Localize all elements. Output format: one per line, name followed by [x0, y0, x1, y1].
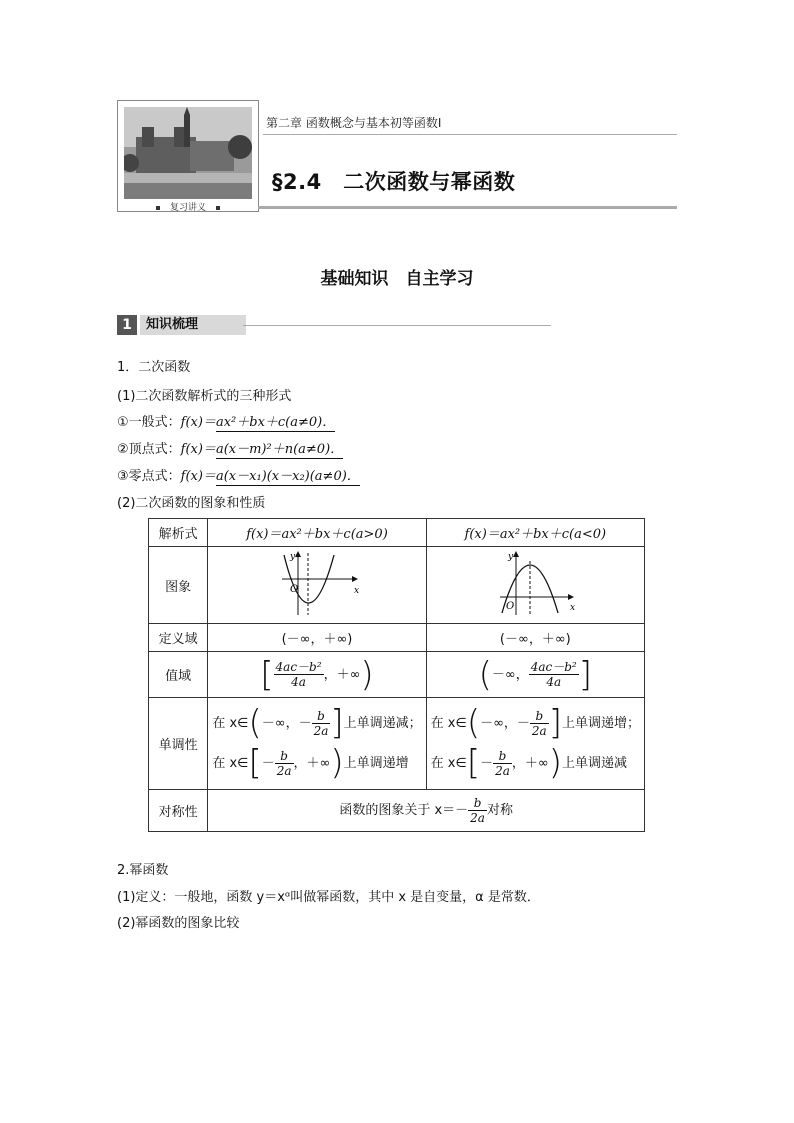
parabola-down-graph — [490, 549, 580, 617]
fraction-numerator: b — [493, 749, 512, 764]
interval-behavior: 上单调递减； — [343, 715, 422, 731]
formula-vertex — [117, 438, 343, 457]
interval-prefix: 在 x∈ — [430, 715, 467, 731]
right-bracket-glyph: ] — [330, 703, 344, 743]
section-title: §2.4 二次函数与幂函数 — [272, 170, 516, 194]
quadratic-properties-table — [148, 518, 645, 832]
bullet-icon — [216, 206, 220, 210]
table-header-cell: f(x)＝ax²＋bx＋c(a>0) — [208, 519, 426, 547]
monotonic-interval — [431, 704, 640, 744]
right-paren-glyph: ) — [548, 743, 562, 783]
fraction-denominator: 2a — [470, 811, 485, 825]
table-row — [149, 547, 645, 624]
fraction — [493, 749, 512, 778]
minus-sign: － — [261, 755, 275, 771]
domain-value: (－∞，＋∞) — [426, 624, 644, 652]
item-heading: 2.幂函数 — [117, 863, 169, 878]
fraction-numerator: b — [312, 709, 331, 724]
right-bracket-glyph: ] — [578, 654, 593, 695]
origin-label: O — [289, 584, 299, 595]
sub-heading: (2)幂函数的图象比较 — [117, 916, 240, 931]
chapter-title: 第二章 函数概念与基本初等函数Ⅰ — [266, 116, 442, 130]
interval-end: ，＋∞ — [511, 755, 549, 771]
graph-cell-downward — [426, 547, 644, 624]
fraction — [312, 709, 331, 738]
origin-label: O — [506, 601, 515, 612]
fraction-numerator: b — [468, 796, 487, 811]
formula-zero — [117, 465, 360, 484]
fraction-denominator: 2a — [495, 763, 510, 778]
review-notes-label: 复习讲义 — [169, 203, 206, 213]
interval-prefix: 在 x∈ — [212, 755, 249, 771]
divider — [258, 206, 677, 209]
range-value-downward — [426, 652, 644, 698]
fraction-numerator: 4ac－b² — [275, 660, 322, 674]
axis-y-label: y — [289, 552, 296, 562]
interval-start: －∞，－ — [261, 715, 312, 731]
row-label: 对称性 — [149, 790, 208, 832]
formula-lhs: f(x)＝ — [180, 415, 216, 430]
row-label: 图象 — [149, 547, 208, 624]
header-photo-frame — [117, 100, 259, 212]
formula-lhs: f(x)＝ — [180, 442, 216, 457]
symmetry-value — [208, 790, 645, 832]
fraction-denominator: 4a — [546, 675, 562, 689]
interval-prefix: 在 x∈ — [212, 715, 249, 731]
fraction — [274, 660, 324, 689]
table-row — [149, 519, 645, 547]
fraction-numerator: 4ac－b² — [530, 660, 577, 674]
monotonic-interval — [212, 704, 421, 744]
fraction — [275, 749, 294, 778]
interval-behavior: 上单调递增 — [343, 755, 409, 771]
table-row — [149, 652, 645, 698]
definition-text: (1)定义：一般地，函数 y＝xᵅ叫做幂函数，其中 x 是自变量，α 是常数． — [117, 890, 540, 905]
left-paren-glyph: ( — [478, 654, 492, 695]
row-label: 值域 — [149, 652, 208, 698]
range-tail: ，＋∞ — [323, 667, 361, 682]
axis-y-label: y — [508, 552, 514, 562]
minus-sign: － — [480, 755, 494, 771]
formula-expr: a(x－x₁)(x－x₂)(a≠0)． — [215, 469, 360, 484]
left-paren-glyph: ( — [466, 703, 481, 743]
graph-cell-upward — [208, 547, 426, 624]
range-value-upward — [208, 652, 426, 698]
formula-label: ②顶点式： — [117, 442, 181, 457]
right-bracket-glyph: ] — [548, 703, 562, 743]
table-header-cell: 解析式 — [149, 519, 208, 547]
symmetry-prefix: 函数的图象关于 x＝－ — [339, 803, 469, 818]
formula-expr: ax²＋bx＋c(a≠0)． — [215, 415, 336, 430]
monotonic-interval — [212, 744, 421, 784]
range-head: －∞， — [491, 667, 529, 682]
formula-label: ①一般式： — [117, 415, 181, 430]
sub-heading: (1)二次函数解析式的三种形式 — [117, 389, 292, 404]
formula-lhs: f(x)＝ — [180, 469, 216, 484]
page-heading: 基础知识 自主学习 — [320, 269, 474, 289]
left-bracket-glyph: [ — [248, 743, 262, 783]
interval-prefix: 在 x∈ — [430, 755, 467, 771]
monotonicity-downward — [426, 698, 644, 790]
fraction-denominator: 4a — [291, 675, 306, 689]
item-heading: 1．二次函数 — [117, 360, 191, 375]
table-header-cell: f(x)＝ax²＋bx＋c(a<0) — [426, 519, 644, 547]
interval-end: ，＋∞ — [293, 755, 331, 771]
section-tag-number: 1 — [117, 315, 137, 335]
left-bracket-glyph: [ — [466, 743, 481, 783]
divider — [243, 325, 551, 326]
formula-general — [117, 411, 335, 430]
formula-label: ③零点式： — [117, 469, 181, 484]
table-row — [149, 624, 645, 652]
table-row — [149, 698, 645, 790]
interval-behavior: 上单调递增； — [561, 715, 640, 731]
section-tag-label: 知识梳理 — [140, 315, 246, 335]
frame-label — [118, 200, 258, 213]
fraction — [529, 660, 579, 689]
left-bracket-glyph: [ — [260, 654, 274, 695]
fraction-denominator: 2a — [531, 723, 547, 738]
axis-x-label: x — [570, 603, 576, 613]
right-paren-glyph: ) — [360, 654, 374, 695]
interval-start: －∞，－ — [480, 715, 530, 731]
left-paren-glyph: ( — [248, 703, 262, 743]
fraction-numerator: b — [530, 709, 549, 724]
sub-heading: (2)二次函数的图象和性质 — [117, 496, 266, 511]
monotonicity-upward — [208, 698, 426, 790]
fraction — [468, 796, 487, 825]
right-paren-glyph: ) — [330, 743, 344, 783]
axis-x-label: x — [353, 586, 360, 596]
cathedral-photo — [124, 107, 252, 199]
table-row — [149, 790, 645, 832]
row-label: 定义域 — [149, 624, 208, 652]
parabola-up-graph — [272, 549, 362, 617]
divider — [263, 134, 677, 135]
formula-expr: a(x－m)²＋n(a≠0)． — [215, 442, 344, 457]
symmetry-suffix: 对称 — [486, 803, 513, 818]
fraction-denominator: 2a — [276, 763, 292, 778]
domain-value: (－∞，＋∞) — [208, 624, 426, 652]
interval-behavior: 上单调递减 — [562, 755, 628, 771]
monotonic-interval — [431, 744, 640, 784]
fraction-denominator: 2a — [313, 723, 329, 738]
fraction — [530, 709, 549, 738]
fraction-numerator: b — [275, 749, 294, 764]
bullet-icon — [156, 206, 160, 210]
row-label: 单调性 — [149, 698, 208, 790]
